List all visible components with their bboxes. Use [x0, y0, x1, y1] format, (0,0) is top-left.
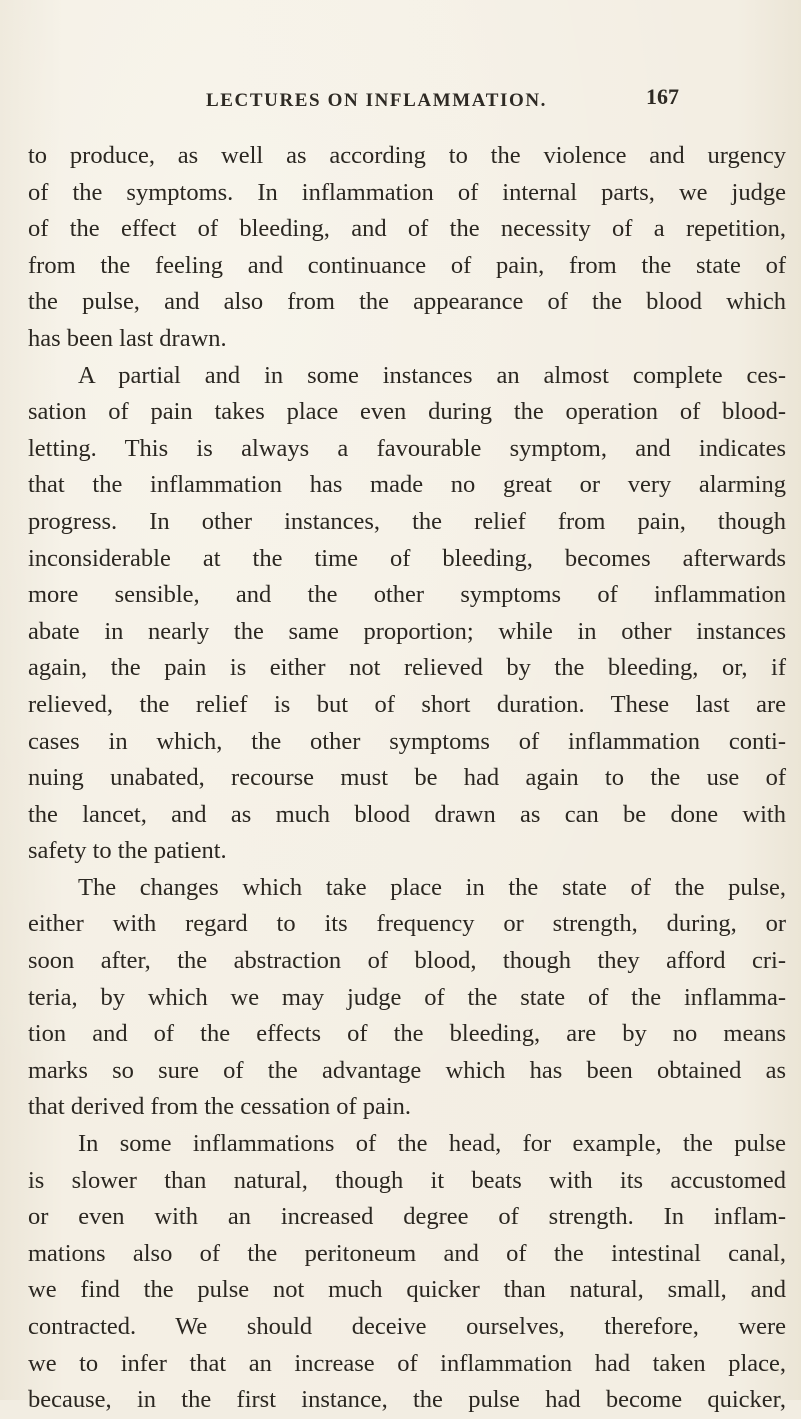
text-line: progress. In other instances, the relief from pain, though	[28, 507, 786, 535]
text-line: the pulse, and also from the appearance of the blood which	[28, 288, 786, 316]
text-line: abate in nearly the same proportion; while in other instances	[28, 617, 786, 645]
text-line: teria, by which we may judge of the state of the inflamma-	[28, 983, 786, 1011]
text-line: that derived from the cessation of pain.	[28, 1093, 412, 1121]
text-line: of the effect of bleeding, and of the necessity of a repetition,	[28, 215, 786, 243]
text-line: either with regard to its frequency or strength, during, or	[28, 910, 786, 938]
text-line: from the feeling and continuance of pain, from the state of	[28, 251, 786, 279]
page-number: 167	[646, 84, 679, 109]
text-line: we to infer that an increase of inflammation had taken place,	[28, 1349, 786, 1377]
body-text	[28, 138, 786, 1419]
text-line: because, in the first instance, the pulse had become quicker,	[28, 1386, 786, 1414]
text-line: nuing unabated, recourse must be had again to the use of	[28, 764, 786, 792]
text-line: In some inflammations of the head, for example, the pulse	[78, 1130, 786, 1158]
text-line: of the symptoms. In inflammation of internal parts, we judge	[28, 178, 786, 206]
text-line: mations also of the peritoneum and of the intestinal canal,	[28, 1239, 786, 1267]
text-line: letting. This is always a favourable symptom, and indicates	[28, 434, 786, 462]
text-line: has been last drawn.	[28, 324, 227, 352]
text-line: tion and of the effects of the bleeding, are by no means	[28, 1020, 786, 1048]
text-line: contracted. We should deceive ourselves, therefore, were	[28, 1313, 786, 1340]
text-line: marks so sure of the advantage which has been obtained as	[28, 1056, 786, 1084]
text-line: again, the pain is either not relieved by the bleeding, or, if	[28, 654, 786, 682]
text-line: that the inflammation has made no great or very alarming	[28, 471, 786, 499]
text-line: inconsiderable at the time of bleeding, becomes afterwards	[28, 544, 786, 572]
text-line: A partial and in some instances an almost complete ces-	[78, 361, 786, 389]
text-line: The changes which take place in the state of the pulse,	[78, 873, 786, 901]
text-line: relieved, the relief is but of short duration. These last are	[28, 690, 786, 718]
text-line: sation of pain takes place even during the operation of blood-	[28, 398, 786, 426]
text-line: more sensible, and the other symptoms of inflammation	[28, 581, 786, 609]
text-line: we find the pulse not much quicker than natural, small, and	[28, 1276, 786, 1304]
running-title: LECTURES ON INFLAMMATION.	[206, 90, 548, 111]
text-line: safety to the patient.	[28, 837, 227, 865]
text-line: the lancet, and as much blood drawn as can be done with	[28, 800, 786, 828]
text-line: or even with an increased degree of strength. In inflam-	[28, 1203, 786, 1231]
text-line: to produce, as well as according to the violence and urgency	[28, 142, 786, 169]
running-head	[206, 84, 726, 116]
text-line: is slower than natural, though it beats with its accustomed	[28, 1166, 786, 1194]
text-line: soon after, the abstraction of blood, though they afford cri-	[28, 947, 786, 975]
text-line: cases in which, the other symptoms of inflammation conti-	[28, 727, 786, 755]
